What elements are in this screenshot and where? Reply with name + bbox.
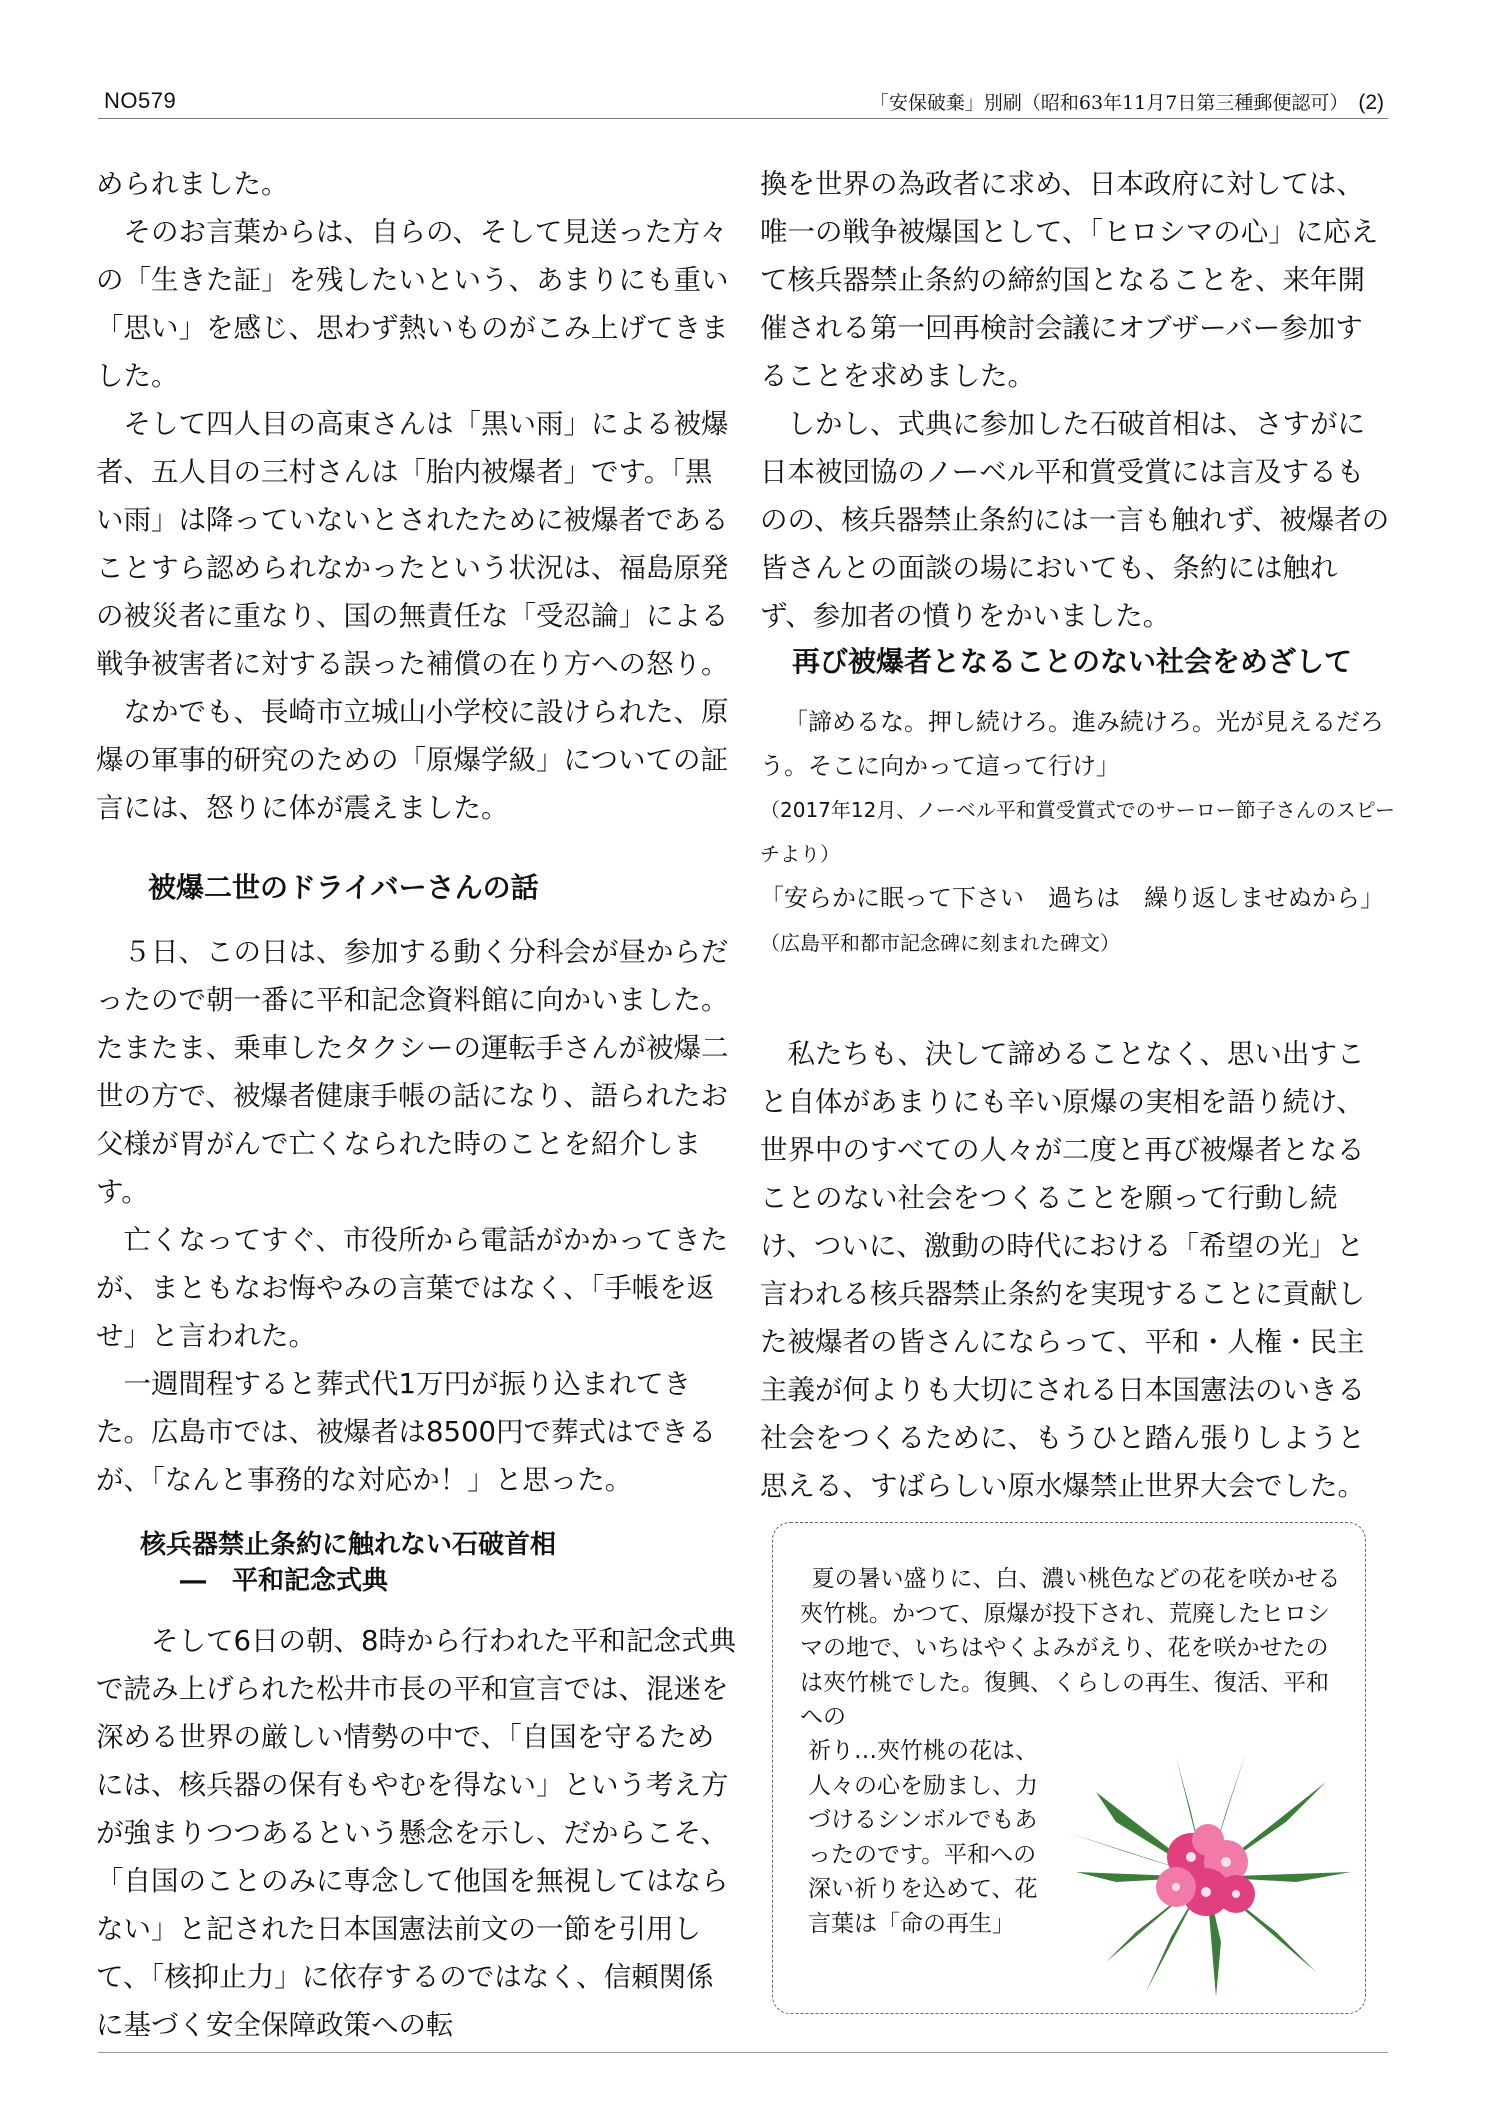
oleander-blossoms <box>1156 1824 1255 1916</box>
paragraph: 換を世界の為政者に求め、日本政府に対しては、唯一の戦争被爆国として、「ヒロシマの心」に応えて核兵器禁止条約の締約国となることを、来年開催される第一回再検討会議にオブザーバー参加することを求めました。 <box>760 168 1379 392</box>
oleander-flower-image <box>1056 1752 1356 2002</box>
page-header <box>98 84 1390 118</box>
quote-thurlow: 「諦めるな。押し続けろ。進み続けろ。光が見えるだろう。そこに向かって這って行け」 <box>760 708 1384 780</box>
paragraph: そして6日の朝、8時から行われた平和記念式典で読み上げられた松井市長の平和宣言では、混迷を深める世界の厳しい情勢の中で、「自国を守るためには、核兵器の保有もやむを得ない」という考え方が強まりつつあるという懸念を示し、だからこそ、「自国のことのみに専念して他国を無視してはならない」と記された日本国憲法前文の一節を引用して、「核抑止力」に依存するのではなく、信頼関係に基づく安全保障政策への転 <box>96 1625 736 2041</box>
paragraph: 私たちも、決して諦めることなく、思い出すこと自体があまりにも辛い原爆の実相を語り続け、世界中のすべての人々が二度と再び被爆者となることのない社会をつくることを願って行動し続け、ついに、激動の時代における「希望の光」と言われる核兵器禁止条約を実現することに貢献した被爆者の皆さんにならって、平和・人権・民主主義が何よりも大切にされる日本国憲法のいきる社会をつくるために、もうひと踏ん張りしようと思える、すばらしい原水爆禁止世界大会でした。 <box>760 1038 1365 1502</box>
publication-info <box>870 88 1384 115</box>
paragraph: められました。 <box>96 168 289 200</box>
footer-rule <box>98 2052 1388 2053</box>
box-paragraph: 夏の暑い盛りに、白、濃い桃色などの花を咲かせる夾竹桃。かつて、原爆が投下され、荒廃したヒロシマの地で、いちはやくよみがえり、花を咲かせたのは夾竹桃でした。復興、くらしの再生、復活、平和への <box>800 1566 1341 1730</box>
section-heading-ishiba <box>140 1527 556 1599</box>
quote-source: （広島平和都市記念碑に刻まれた碑文） <box>760 931 1120 955</box>
quote-block <box>760 700 1400 965</box>
section-heading-driver: 被爆二世のドライバーさんの話 <box>148 871 539 904</box>
right-column-upper <box>760 160 1390 640</box>
header-rule <box>98 118 1388 119</box>
heading-subline: ― 平和記念式典 <box>180 1566 389 1596</box>
oleander-text-narrow: 祈り…夾竹桃の花は、人々の心を励まし、力づけるシンボルでもあったのです。平和への深い祈りを込めて、花言葉は「命の再生」 <box>808 1738 1038 1937</box>
paragraph: そして四人目の高東さんは「黒い雨」による被爆者、五人目の三村さんは「胎内被爆者」です。「黒い雨」は降っていないとされたために被爆者であることすら認められなかったという状況は、福島原発の被災者に重なり、国の無責任な「受忍論」による戦争被害者に対する誤った補償の在り方への怒り。 <box>96 408 729 680</box>
right-column-lower <box>760 1030 1390 1510</box>
paragraph: ５日、この日は、参加する動く分科会が昼からだったので朝一番に平和記念資料館に向かいました。たまたま、乗車したタクシーの運転手さんが被爆二世の方で、被爆者健康手帳の話になり、語られたお父様が胃がんで亡くなられた時のことを紹介します。 <box>96 936 729 1208</box>
left-column-middle <box>96 928 736 1504</box>
quote-monument <box>760 876 1400 965</box>
paragraph: しかし、式典に参加した石破首相は、さすがに日本被団協のノーベル平和賞受賞には言及するものの、核兵器禁止条約には一言も触れず、被爆者の皆さんとの面談の場においても、条約には触れず、参加者の憤りをかいました。 <box>760 408 1390 632</box>
paragraph: 一週間程すると葬式代1万円が振り込まれてきた。広島市では、被爆者は8500円で葬式はできるが、「なんと事務的な対応か！」と思った。 <box>96 1368 716 1496</box>
section-heading-saibaku: 再び被爆者となることのない社会をめざして <box>792 645 1353 678</box>
paragraph: そのお言葉からは、自らの、そして見送った方々の「生きた証」を残したいという、あまりにも重い「思い」を感じ、思わず熱いものがこみ上げてきました。 <box>96 216 729 392</box>
oleander-text-wide <box>800 1562 1348 1735</box>
publication-name: 「安保破棄」別刷（昭和63年11月7日第三種郵便認可） <box>869 92 1349 114</box>
page-number: (2) <box>1358 91 1384 114</box>
quote-text: 「安らかに眠って下さい 過ちは 繰り返しませぬから」 <box>760 884 1384 912</box>
heading-line: 核兵器禁止条約に触れない石破首相 <box>140 1530 557 1560</box>
left-column-upper <box>96 160 736 832</box>
issue-number: NO579 <box>104 88 177 113</box>
paragraph: なかでも、長崎市立城山小学校に設けられた、原爆の軍事的研究のための「原爆学級」についての証言には、怒りに体が震えました。 <box>96 696 729 824</box>
quote-source: （2017年12月、ノーベル平和賞受賞式でのサーロー節子さんのスピーチより） <box>760 798 1395 866</box>
left-column-lower <box>96 1617 736 2049</box>
paragraph: 亡くなってすぐ、市役所から電話がかかってきたが、まともなお悔やみの言葉ではなく、「手帳を返せ」と言われた。 <box>96 1224 728 1352</box>
